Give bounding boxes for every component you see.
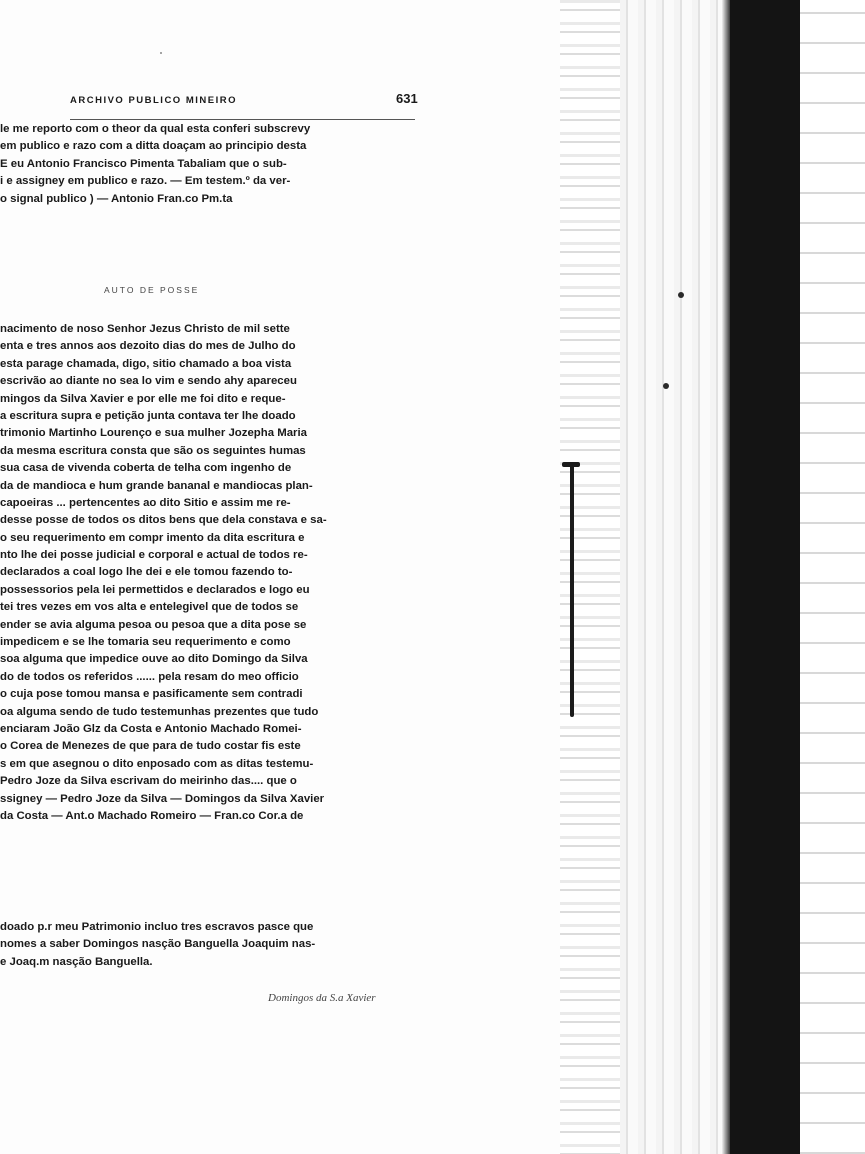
text-line: da mesma escritura consta que são os seguintes humas bbox=[0, 444, 306, 457]
text-line: ender se avia alguma pesoa ou pesoa que a dita pose se bbox=[0, 618, 307, 631]
text-line: da Costa — Ant.o Machado Romeiro — Fran.co Cor.a de bbox=[0, 809, 304, 822]
dark-spine bbox=[730, 0, 800, 1154]
text-line: a escritura supra e petição junta contava ter lhe doado bbox=[0, 409, 296, 422]
stray-mark bbox=[160, 52, 162, 54]
text-line: escrivão ao diante no sea lo vim e sendo ahy apareceu bbox=[0, 375, 297, 388]
text-line: soa alguma que impedice ouve ao dito Domingo da Silva bbox=[0, 653, 308, 666]
signature: Domingos da S.a Xavier bbox=[268, 992, 376, 1004]
hole-mark bbox=[663, 383, 669, 389]
text-line: tei tres vezes em vos alta e entelegivel que de todos se bbox=[0, 601, 299, 614]
text-line: nacimento de noso Senhor Jezus Christo de mil sette bbox=[0, 323, 290, 335]
spine-texture bbox=[620, 0, 730, 1154]
text-line: i e assigney em publico e razo. — Em testem.º da ver- bbox=[0, 175, 291, 188]
running-head: ARCHIVO PUBLICO MINEIRO bbox=[70, 95, 237, 106]
spine-shadow bbox=[722, 0, 730, 1154]
page-number: 631 bbox=[396, 91, 418, 106]
text-line: o cuja pose tomou mansa e pasificamente sem contradi bbox=[0, 688, 303, 701]
text-line: trimonio Martinho Lourenço e sua mulher Jozepha Maria bbox=[0, 427, 307, 440]
text-line: o seu requerimento em compr imento da dita escritura e bbox=[0, 531, 305, 544]
book-binding bbox=[560, 0, 865, 1154]
outer-page-edge bbox=[800, 0, 865, 1154]
text-line: o Corea de Menezes de que para de tudo costar fis este bbox=[0, 740, 301, 753]
text-line: Pedro Joze da Silva escrivam do meirinho das.... que o bbox=[0, 775, 297, 788]
text-line: sua casa de vivenda coberta de telha com ingenho de bbox=[0, 462, 292, 475]
text-line: ssigney — Pedro Joze da Silva — Domingos da Silva Xavier bbox=[0, 792, 325, 805]
hole-mark bbox=[678, 292, 684, 298]
text-line: enta e tres annos aos dezoito dias do mes de Julho do bbox=[0, 340, 296, 353]
binding-pin bbox=[570, 462, 574, 717]
page-edge-speckle bbox=[560, 0, 620, 1154]
auto-de-posse-text bbox=[0, 321, 430, 825]
section-title: AUTO DE POSSE bbox=[104, 285, 200, 295]
page-header bbox=[0, 91, 520, 115]
text-line: impedicem e se lhe tomaria seu requerimento e como bbox=[0, 636, 291, 649]
header-rule bbox=[70, 119, 415, 120]
text-line: esta parage chamada, digo, sitio chamado a boa vista bbox=[0, 357, 292, 370]
text-line: oa alguma sendo de tudo testemunhas prezentes que tudo bbox=[0, 705, 319, 718]
text-line: possessorios pela lei permettidos e declarados e logo eu bbox=[0, 583, 310, 596]
text-line: E eu Antonio Francisco Pimenta Tabaliam que o sub- bbox=[0, 157, 287, 170]
closing-paragraph bbox=[0, 919, 430, 971]
text-line: do de todos os referidos ...... pela resam do meo officio bbox=[0, 670, 299, 683]
text-line: nto lhe dei posse judicial e corporal e actual de todos re- bbox=[0, 549, 308, 562]
text-line: da de mandioca e hum grande bananal e mandiocas plan- bbox=[0, 479, 313, 492]
opening-paragraph bbox=[0, 121, 430, 208]
text-line: doado p.r meu Patrimonio incluo tres escravos pasce que bbox=[0, 921, 314, 933]
text-line: mingos da Silva Xavier e por elle me foi dito e reque- bbox=[0, 392, 286, 405]
text-line: enciaram João Glz da Costa e Antonio Machado Romei- bbox=[0, 722, 302, 735]
text-line: e Joaq.m nasção Banguella. bbox=[0, 955, 153, 968]
text-line: desse posse de todos os ditos bens que dela constava e sa- bbox=[0, 514, 327, 527]
text-line: declarados a coal logo lhe dei e ele tomou fazendo to- bbox=[0, 566, 293, 579]
text-line: le me reporto com o theor da qual esta conferi subscrevy bbox=[0, 123, 311, 135]
text-line: em publico e razo com a ditta doaçam ao principio desta bbox=[0, 140, 307, 153]
text-line: capoeiras ... pertencentes ao dito Sitio e assim me re- bbox=[0, 496, 291, 509]
text-line: o signal publico ) — Antonio Fran.co Pm.ta bbox=[0, 192, 233, 205]
text-line: s em que asegnou o dito enposado com as ditas testemu- bbox=[0, 757, 314, 770]
text-line: nomes a saber Domingos nasção Banguella Joaquim nas- bbox=[0, 938, 316, 951]
